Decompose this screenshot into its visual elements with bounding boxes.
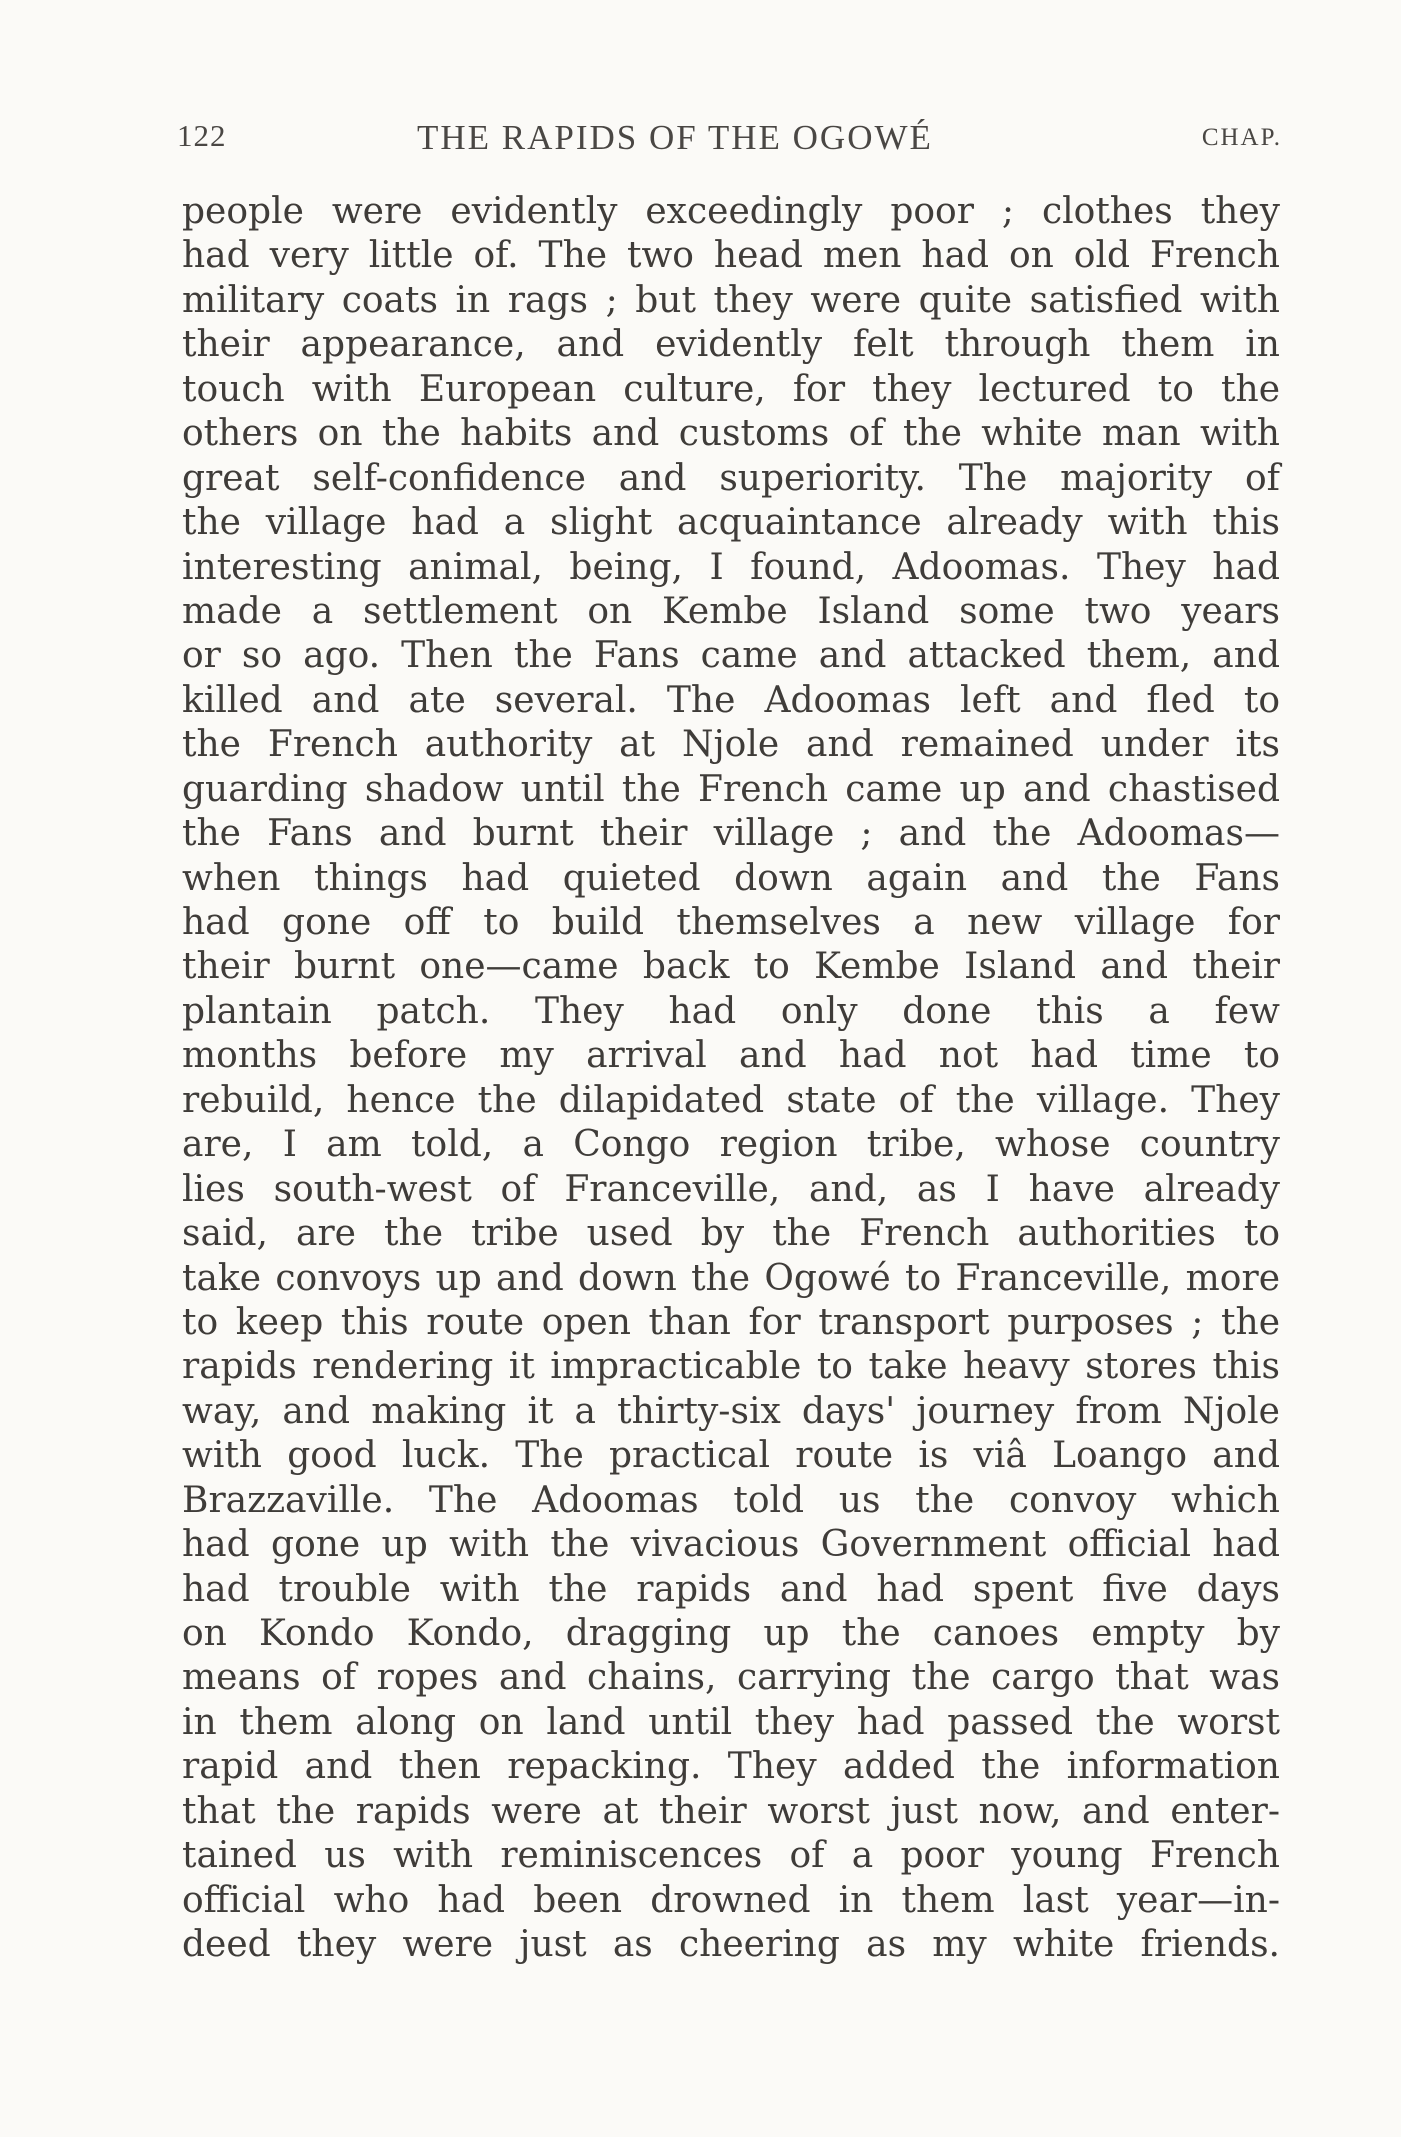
text-line: on Kondo Kondo, dragging up the canoes empty by — [182, 1613, 1280, 1654]
text-line: months before my arrival and had not had time to — [182, 1035, 1280, 1077]
text-line: others on the habits and customs of the white man with — [182, 413, 1280, 455]
text-line: killed and ate several. The Adoomas left and fled to — [182, 679, 1280, 721]
text-line: Brazzaville. The Adoomas told us the convoy which — [182, 1479, 1280, 1521]
text-line: take convoys up and down the Ogowé to Franceville, more — [182, 1257, 1280, 1299]
text-line: tained us with reminiscences of a poor young French — [182, 1835, 1280, 1877]
text-line: people were evidently exceedingly poor ; clothes they — [182, 191, 1280, 232]
page-number: 122 — [177, 118, 227, 153]
text-line: with good luck. The practical route is viâ Loango and — [182, 1435, 1280, 1477]
text-line: that the rapids were at their worst just now, and enter- — [182, 1790, 1280, 1832]
text-line: had very little of. The two head men had on old French — [182, 235, 1280, 277]
text-line: had gone up with the vivacious Government official had — [182, 1524, 1280, 1566]
text-line: to keep this route open than for transport purposes ; the — [182, 1301, 1280, 1343]
text-line: had trouble with the rapids and had spent five days — [182, 1568, 1280, 1610]
text-line: means of ropes and chains, carrying the cargo that was — [182, 1657, 1280, 1699]
text-line: said, are the tribe used by the French authorities to — [182, 1213, 1280, 1255]
text-line: their burnt one—came back to Kembe Island and their — [182, 946, 1280, 988]
text-line: guarding shadow until the French came up and chastised — [182, 768, 1280, 810]
text-line: great self-confidence and superiority. The majority of — [182, 457, 1280, 499]
text-line: when things had quieted down again and the Fans — [182, 857, 1280, 899]
text-line: interesting animal, being, I found, Adoomas. They had — [182, 546, 1280, 588]
text-line: military coats in rags ; but they were quite satisfied with — [182, 279, 1280, 321]
text-line: touch with European culture, for they lectured to the — [182, 368, 1280, 410]
text-line: in them along on land until they had passed the worst — [182, 1701, 1280, 1743]
text-line: rapid and then repacking. They added the information — [182, 1746, 1280, 1788]
text-line: plantain patch. They had only done this a few — [182, 990, 1280, 1032]
running-header — [177, 118, 1282, 164]
text-line: deed they were just as cheering as my white friends. — [182, 1924, 1280, 1966]
running-title: THE RAPIDS OF THE OGOWÉ — [417, 118, 933, 157]
text-line: their appearance, and evidently felt through them in — [182, 324, 1280, 366]
text-line: official who had been drowned in them last year—in- — [182, 1879, 1280, 1921]
text-line: rapids rendering it impracticable to take heavy stores this — [182, 1346, 1280, 1388]
text-line: the village had a slight acquaintance already with this — [182, 502, 1280, 544]
text-line: or so ago. Then the Fans came and attacked them, and — [182, 635, 1280, 677]
text-line: lies south-west of Franceville, and, as I have already — [182, 1168, 1280, 1210]
text-line: the French authority at Njole and remained under its — [182, 724, 1280, 766]
text-line: made a settlement on Kembe Island some two years — [182, 590, 1280, 632]
body-text — [182, 190, 1280, 1968]
chapter-marker: CHAP. — [1201, 124, 1282, 151]
text-line: the Fans and burnt their village ; and the Adoomas— — [182, 813, 1280, 855]
text-line: way, and making it a thirty-six days' journey from Njole — [182, 1390, 1280, 1432]
text-line: rebuild, hence the dilapidated state of the village. They — [182, 1079, 1280, 1121]
text-line: had gone off to build themselves a new village for — [182, 902, 1280, 943]
text-line: are, I am told, a Congo region tribe, whose country — [182, 1124, 1280, 1166]
